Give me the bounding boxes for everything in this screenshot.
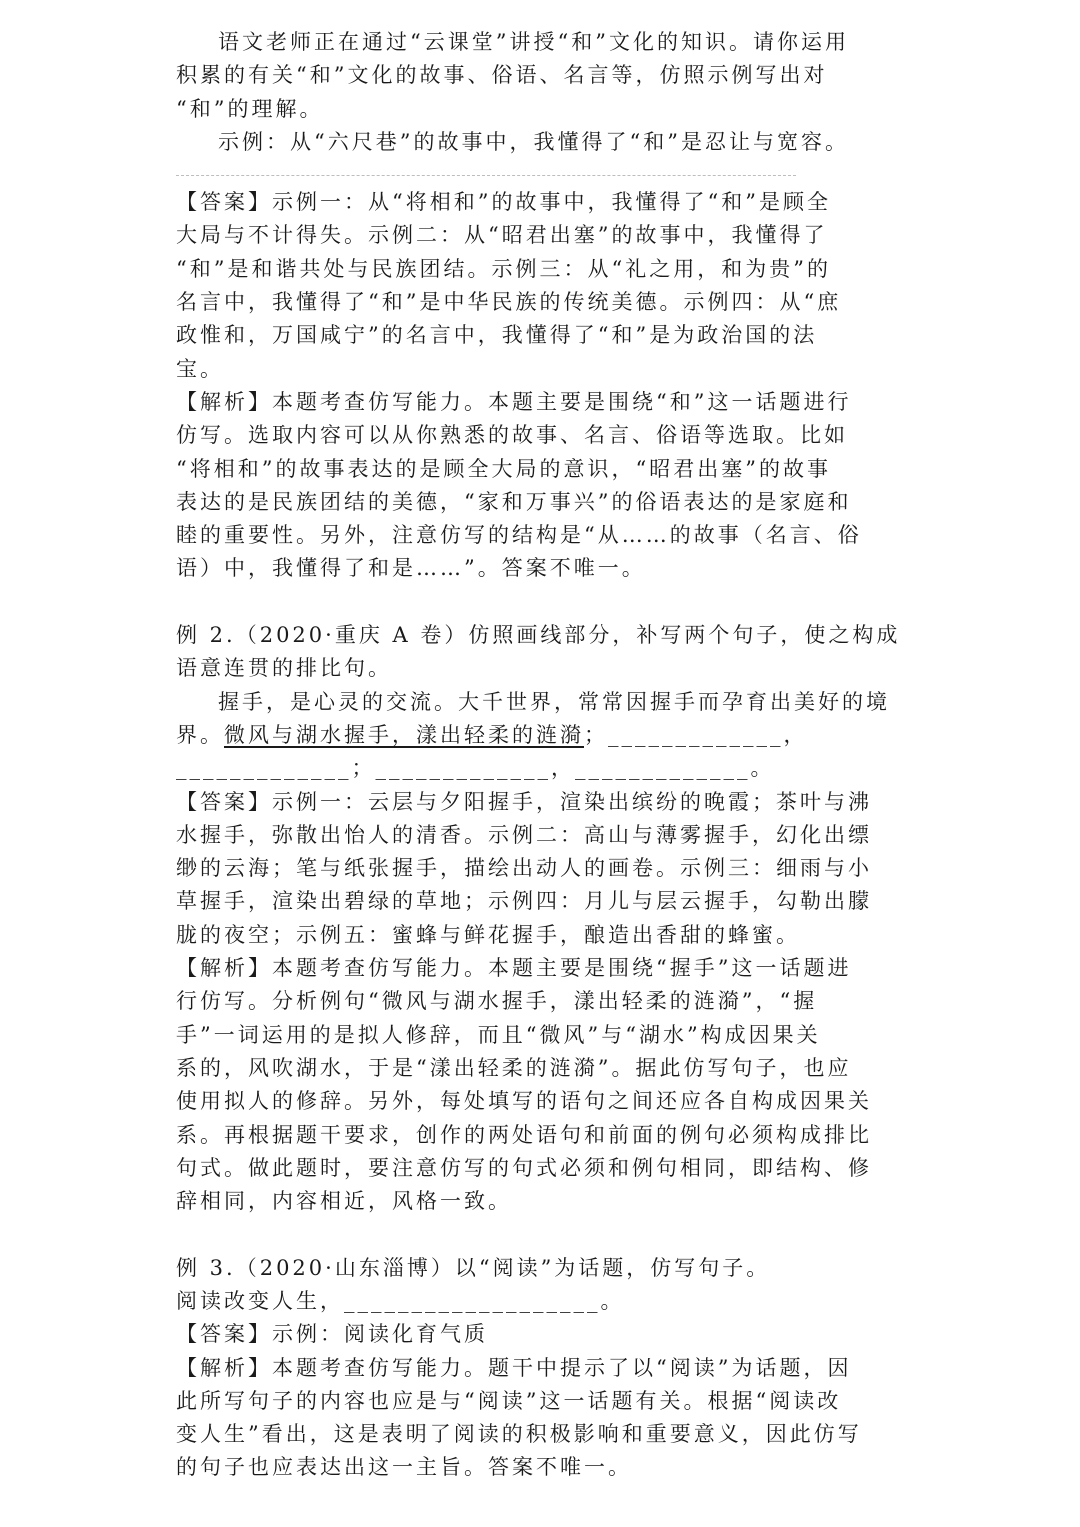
- q2-analysis-line: 使用拟人的修辞。另外，每处填写的语句之间还应各自构成因果关: [176, 1089, 872, 1114]
- q1-analysis-line: 仿写。选取内容可以从你熟悉的故事、名言、俗语等选取。比如: [176, 423, 848, 448]
- q3-analysis-line: 的句子也应表达出这一主旨。答案不唯一。: [176, 1455, 632, 1480]
- q3-analysis-line: 变人生”看出，这是表明了阅读的积极影响和重要意义，因此仿写: [176, 1422, 862, 1447]
- q2-analysis-line: 【解析】本题考查仿写能力。本题主要是围绕“握手”这一话题进: [176, 956, 852, 981]
- q2-answer-line: 胧的夜空；示例五：蜜蜂与鲜花握手，酿造出香甜的蜂蜜。: [176, 922, 800, 947]
- q3-analysis: [176, 1352, 911, 1485]
- q2-stem-line: 语意连贯的排比句。: [176, 656, 392, 681]
- q2-analysis-line: 行仿写。分析例句“微风与湖水握手，漾出轻柔的涟漪”，“握: [176, 989, 818, 1014]
- q2-fill-blanks: _____________；_____________，_____________。: [176, 756, 775, 781]
- q2-analysis-line: 句式。做此题时，要注意仿写的句式必须和例句相同，即结构、修: [176, 1155, 872, 1180]
- q2-passage-line: [176, 719, 911, 752]
- q3-analysis-line: 【解析】本题考查仿写能力。题干中提示了以“阅读”为话题，因: [176, 1355, 852, 1380]
- document-page: [176, 26, 911, 1485]
- q2-analysis-line: 系。再根据题干要求，创作的两处语句和前面的例句必须构成排比: [176, 1122, 872, 1147]
- q1-analysis: [176, 386, 911, 586]
- q2-passage-line: 握手，是心灵的交流。大千世界，常常因握手而孕育出美好的境: [218, 689, 890, 714]
- q2-answer-line: 缈的云海；笔与纸张握手，描绘出动人的画卷。示例三：细雨与小: [176, 856, 872, 881]
- spacer: [176, 1218, 911, 1251]
- q1-analysis-line: 睦的重要性。另外，注意仿写的结构是“从……的故事（名言、俗: [176, 523, 862, 548]
- q1-analysis-line: 表达的是民族团结的美德，“家和万事兴”的俗语表达的是家庭和: [176, 489, 852, 514]
- q3-answer: [176, 1318, 911, 1351]
- q2-analysis: [176, 952, 911, 1218]
- q2-analysis-line: 辞相同，内容相近，风格一致。: [176, 1189, 512, 1214]
- q2-answer-line: 草握手，渲染出碧绿的草地；示例四：月儿与层云握手，勾勒出朦: [176, 889, 872, 914]
- spacer: [176, 586, 911, 619]
- q1-analysis-line: 【解析】本题考查仿写能力。本题主要是围绕“和”这一话题进行: [176, 389, 852, 414]
- q1-analysis-line: 语）中，我懂得了和是……”。答案不唯一。: [176, 556, 646, 581]
- q1-analysis-line: “将相和”的故事表达的是顾全大局的意识，“昭君出塞”的故事: [176, 456, 831, 481]
- q1-answer-line: 名言中，我懂得了“和”是中华民族的传统美德。示例四：从“庶: [176, 290, 842, 315]
- q1-stem: [176, 26, 911, 159]
- q1-stem-line: 积累的有关“和”文化的故事、俗语、名言等，仿照示例写出对: [176, 63, 828, 88]
- q2-answer: [176, 786, 911, 952]
- q3-answer-line: 【答案】示例：阅读化育气质: [176, 1322, 488, 1347]
- q1-stem-line: 语文老师正在通过“云课堂”讲授“和”文化的知识。请你运用: [218, 30, 849, 54]
- q2-analysis-line: 手”一词运用的是拟人修辞，而且“微风”与“湖水”构成因果关: [176, 1022, 821, 1047]
- q1-answer-line: “和”是和谐共处与民族团结。示例三：从“礼之用，和为贵”的: [176, 256, 831, 281]
- q3-analysis-line: 此所写句子的内容也应是与“阅读”这一话题有关。根据“阅读改: [176, 1388, 842, 1413]
- q2-answer-line: 【答案】示例一：云层与夕阳握手，渲染出缤纷的晚霞；茶叶与沸: [176, 789, 872, 814]
- q1-answer-line: 宝。: [176, 356, 224, 381]
- q3-stem: [176, 1252, 911, 1319]
- q2-underlined-example: 微风与湖水握手，漾出轻柔的涟漪: [224, 722, 584, 747]
- q2-fill-blank: ；_____________，: [584, 722, 808, 747]
- q3-prompt: 阅读改变人生，___________________。: [176, 1288, 625, 1313]
- q1-answer-line: 政惟和，万国咸宁”的名言中，我懂得了“和”是为政治国的法: [176, 323, 818, 348]
- q2-answer-line: 水握手，弥散出怡人的清香。示例二：高山与薄雾握手，幻化出缥: [176, 822, 872, 847]
- q1-example: 示例：从“六尺巷”的故事中，我懂得了“和”是忍让与宽容。: [218, 129, 849, 154]
- q1-answer-line: 大局与不计得失。示例二：从“昭君出塞”的故事中，我懂得了: [176, 223, 828, 248]
- q2-stem: [176, 619, 911, 785]
- q1-answer: [176, 186, 911, 386]
- q2-stem-line: 例 2.（2020·重庆 A 卷）仿照画线部分，补写两个句子，使之构成: [176, 623, 901, 648]
- q2-passage-text: 界。: [176, 722, 224, 747]
- q1-stem-line: “和”的理解。: [176, 96, 324, 121]
- q2-analysis-line: 系的，风吹湖水，于是“漾出轻柔的涟漪”。据此仿写句子，也应: [176, 1055, 852, 1080]
- q1-answer-line: 【答案】示例一：从“将相和”的故事中，我懂得了“和”是顾全: [176, 190, 831, 215]
- q3-stem-line: 例 3.（2020·山东淄博）以“阅读”为话题，仿写句子。: [176, 1255, 771, 1280]
- answer-blank-line: [176, 175, 796, 176]
